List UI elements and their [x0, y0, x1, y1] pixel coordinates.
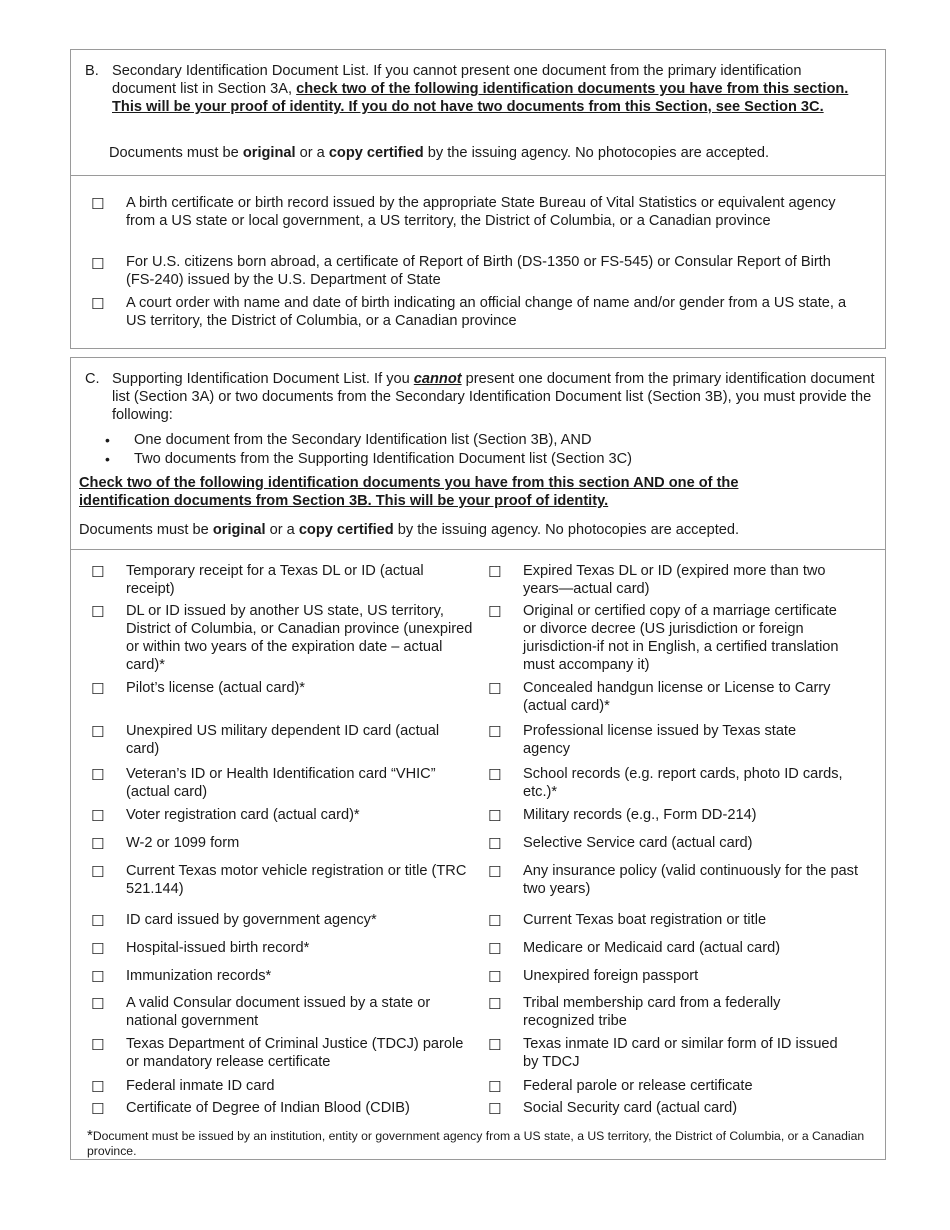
- checkbox-icon[interactable]: ☐: [91, 295, 105, 313]
- bullet-icon: •: [105, 451, 110, 467]
- section-c-intro-cannot: cannot: [413, 371, 462, 387]
- left-list-item: Voter registration card (actual card)*: [126, 807, 360, 823]
- checkbox-icon[interactable]: ☐: [91, 968, 105, 986]
- right-list-item: Federal parole or release certificate: [523, 1078, 753, 1094]
- section-c-check-instruction: Check two of the following identification documents you have from this section AND one of the identification documents from Section 3B. This will be your proof of identity.: [79, 475, 739, 509]
- section-b-intro-plain: Secondary Identification Document List. If you cannot present one document from the primary identification document list in Section 3A,: [112, 63, 802, 97]
- checkbox-icon[interactable]: ☐: [488, 995, 502, 1013]
- checkbox-icon[interactable]: ☐: [488, 940, 502, 958]
- section-c-intro: [112, 370, 877, 424]
- left-list-item: Unexpired US military dependent ID card (actual card): [126, 723, 440, 757]
- docs-note-text: or a: [265, 522, 299, 538]
- left-list-item: ID card issued by government agency*: [126, 912, 377, 928]
- checkbox-icon[interactable]: ☐: [91, 995, 105, 1013]
- left-list-item: Texas Department of Criminal Justice (TDCJ) parole or mandatory release certificate: [126, 1036, 464, 1070]
- docs-note-certified: copy certified: [328, 145, 424, 161]
- checkbox-icon[interactable]: ☐: [91, 912, 105, 930]
- docs-note-text: Documents must be: [109, 145, 243, 161]
- left-list-item: A valid Consular document issued by a state or national government: [126, 995, 431, 1029]
- section-b-letter: B.: [85, 63, 99, 79]
- checkbox-icon[interactable]: ☐: [91, 1036, 105, 1054]
- right-list-item: Expired Texas DL or ID (expired more than two years—actual card): [523, 563, 826, 597]
- checkbox-icon[interactable]: ☐: [91, 835, 105, 853]
- checkbox-icon[interactable]: ☐: [91, 680, 105, 698]
- checkbox-icon[interactable]: ☐: [488, 680, 502, 698]
- section-b-docs-note: [109, 144, 869, 162]
- docs-note-text: by the issuing agency. No photocopies are accepted.: [393, 522, 740, 538]
- checkbox-icon[interactable]: ☐: [488, 912, 502, 930]
- right-list-item: Military records (e.g., Form DD-214): [523, 807, 757, 823]
- section-c-divider: [71, 549, 885, 550]
- left-list-item: Certificate of Degree of Indian Blood (CDIB): [126, 1100, 410, 1116]
- left-list-item: Current Texas motor vehicle registration or title (TRC 521.144): [126, 863, 467, 897]
- bullet-item: Two documents from the Supporting Identification Document list (Section 3C): [134, 451, 633, 467]
- list-item: For U.S. citizens born abroad, a certificate of Report of Birth (DS-1350 or FS-545) or Consular Report of Birth (FS-240) issued by the U.S. Department of State: [126, 254, 831, 288]
- checkbox-icon[interactable]: ☐: [91, 255, 105, 273]
- section-b-intro-bold: check two of the following identification documents you have from this section. This will be your proof of identity. If you do not have two documents from this Section, see Section 3C.: [112, 81, 849, 115]
- docs-note-text: Documents must be: [79, 522, 213, 538]
- docs-note-text: or a: [295, 145, 329, 161]
- footnote: [87, 1128, 867, 1159]
- checkbox-icon[interactable]: ☐: [91, 603, 105, 621]
- left-list-item: Veteran’s ID or Health Identification card “VHIC” (actual card): [126, 766, 436, 800]
- right-list-item: Concealed handgun license or License to Carry (actual card)*: [523, 680, 831, 714]
- checkbox-icon[interactable]: ☐: [91, 723, 105, 741]
- checkbox-icon[interactable]: ☐: [91, 807, 105, 825]
- right-list-item: Selective Service card (actual card): [523, 835, 753, 851]
- bullet-icon: •: [105, 432, 110, 448]
- checkbox-icon[interactable]: ☐: [488, 807, 502, 825]
- section-b-divider: [71, 175, 885, 176]
- right-list-item: Any insurance policy (valid continuously for the past two years): [523, 863, 859, 897]
- left-list-item: DL or ID issued by another US state, US territory, District of Columbia, or Canadian province (unexpired or within two years of the expiration date – actual card)*: [126, 603, 473, 673]
- checkbox-icon[interactable]: ☐: [488, 1036, 502, 1054]
- right-list-item: Current Texas boat registration or title: [523, 912, 767, 928]
- footnote-text: Document must be issued by an institution, entity or government agency from a US state, a US territory, the District of Columbia, or a Canadian province.: [87, 1129, 865, 1158]
- section-b-box: [70, 49, 886, 349]
- section-c-letter: C.: [85, 371, 100, 387]
- section-c-intro-text: Supporting Identification Document List. If you: [112, 371, 414, 387]
- right-list-item: Social Security card (actual card): [523, 1100, 738, 1116]
- left-list-item: Temporary receipt for a Texas DL or ID (actual receipt): [126, 563, 424, 597]
- checkbox-icon[interactable]: ☐: [91, 195, 105, 213]
- right-list-item: Texas inmate ID card or similar form of ID issued by TDCJ: [523, 1036, 838, 1070]
- docs-note-certified: copy certified: [298, 522, 394, 538]
- right-list-item: Tribal membership card from a federally recognized tribe: [523, 995, 781, 1029]
- right-list-item: Original or certified copy of a marriage certificate or divorce decree (US jurisdiction or foreign jurisdiction-if not in English, a certified translation must accompany it): [523, 603, 839, 673]
- footnote-star: *: [87, 1127, 93, 1144]
- left-list-item: Pilot’s license (actual card)*: [126, 680, 305, 696]
- right-list-item: School records (e.g. report cards, photo ID cards, etc.)*: [523, 766, 843, 800]
- checkbox-icon[interactable]: ☐: [91, 766, 105, 784]
- docs-note-original: original: [242, 145, 296, 161]
- checkbox-icon[interactable]: ☐: [488, 835, 502, 853]
- checkbox-icon[interactable]: ☐: [488, 603, 502, 621]
- left-list-item: Immunization records*: [126, 968, 272, 984]
- checkbox-icon[interactable]: ☐: [91, 1078, 105, 1096]
- section-b-intro: [112, 62, 862, 116]
- checkbox-icon[interactable]: ☐: [488, 863, 502, 881]
- right-list-item: Medicare or Medicaid card (actual card): [523, 940, 781, 956]
- checkbox-icon[interactable]: ☐: [488, 968, 502, 986]
- left-list-item: Federal inmate ID card: [126, 1078, 275, 1094]
- list-item: A birth certificate or birth record issued by the appropriate State Bureau of Vital Statistics or equivalent agency from a US state or local government, a US territory, the District of Columbia, or a Canadian province: [126, 195, 836, 229]
- checkbox-icon[interactable]: ☐: [488, 1078, 502, 1096]
- left-list-item: W-2 or 1099 form: [126, 835, 240, 851]
- list-item: A court order with name and date of birth indicating an official change of name and/or gender from a US state, a US territory, the District of Columbia, or a Canadian province: [126, 295, 847, 329]
- checkbox-icon[interactable]: ☐: [91, 1100, 105, 1118]
- checkbox-icon[interactable]: ☐: [91, 863, 105, 881]
- right-list-item: Unexpired foreign passport: [523, 968, 699, 984]
- docs-note-original: original: [212, 522, 266, 538]
- section-c-box: [70, 357, 886, 1160]
- checkbox-icon[interactable]: ☐: [488, 563, 502, 581]
- section-c-docs-note: [79, 521, 869, 539]
- checkbox-icon[interactable]: ☐: [488, 723, 502, 741]
- docs-note-text: by the issuing agency. No photocopies are accepted.: [423, 145, 770, 161]
- bullet-item: One document from the Secondary Identification list (Section 3B), AND: [134, 432, 592, 448]
- section-c-intro-text: present one document from the primary identification document list (Section 3A) or two documents from the Secondary Identification Document list (Section 3B), you must provide the following:: [112, 371, 875, 423]
- checkbox-icon[interactable]: ☐: [91, 563, 105, 581]
- checkbox-icon[interactable]: ☐: [488, 1100, 502, 1118]
- right-list-item: Professional license issued by Texas state agency: [523, 723, 797, 757]
- checkbox-icon[interactable]: ☐: [488, 766, 502, 784]
- left-list-item: Hospital-issued birth record*: [126, 940, 310, 956]
- checkbox-icon[interactable]: ☐: [91, 940, 105, 958]
